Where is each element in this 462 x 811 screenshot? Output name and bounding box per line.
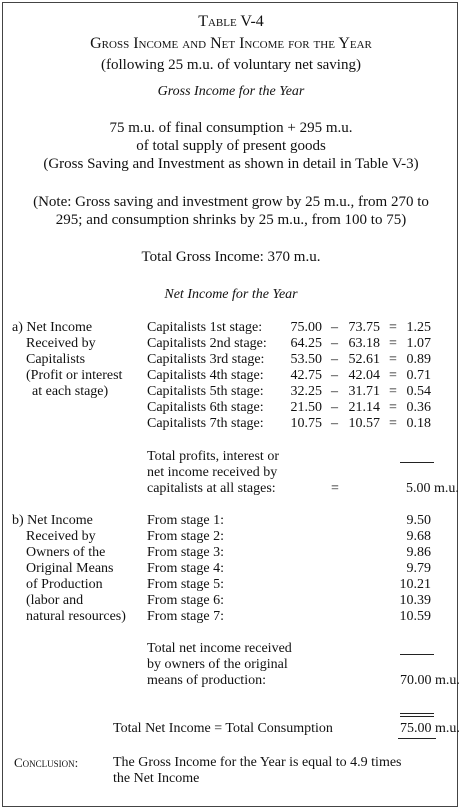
section-b-label-1: b) Net Income <box>12 513 93 528</box>
double-rule-top <box>400 713 434 714</box>
section-a-label-2: Received by <box>26 336 96 351</box>
section-a-label-5: at each stage) <box>32 384 109 399</box>
double-rule-bottom <box>400 716 434 717</box>
equals-sign: = <box>389 336 397 351</box>
stage-net-income: 1.25 <box>406 320 431 335</box>
equals-sign: = <box>389 352 397 367</box>
section-b-label-5: of Production <box>26 577 103 592</box>
total-net-value: 75.00 m.u. <box>400 721 460 736</box>
section-b-label-7: natural resources) <box>26 609 126 624</box>
stage-revenue: 21.50 <box>290 400 322 415</box>
stage-income-value: 9.86 <box>406 545 431 560</box>
conclusion-line-1: The Gross Income for the Year is equal to 4.9 times <box>113 755 402 770</box>
section-a-label-1: a) Net Income <box>12 320 93 335</box>
stage-revenue: 10.75 <box>290 416 322 431</box>
stage-label: From stage 6: <box>147 593 224 608</box>
stage-net-income: 1.07 <box>406 336 431 351</box>
gross-line-1: 75 m.u. of final consumption + 295 m.u. <box>109 120 353 136</box>
net-income-heading: Net Income for the Year <box>164 287 298 302</box>
total-a-rule <box>400 462 434 463</box>
stage-cost: 73.75 <box>348 320 380 335</box>
minus-sign: – <box>331 336 338 351</box>
section-b-label-2: Received by <box>26 529 96 544</box>
total-a-line-2: net income received by <box>147 465 278 480</box>
total-a-line-3: capitalists at all stages: <box>147 481 276 496</box>
total-b-value: 70.00 m.u. <box>400 673 460 688</box>
stage-revenue: 32.25 <box>290 384 322 399</box>
capitalist-stage-label: Capitalists 6th stage: <box>147 400 264 415</box>
stage-income-value: 10.39 <box>399 593 431 608</box>
stage-net-income: 0.54 <box>406 384 431 399</box>
stage-cost: 21.14 <box>348 400 380 415</box>
section-b-label-6: (labor and <box>26 593 84 608</box>
stage-net-income: 0.18 <box>406 416 431 431</box>
section-b-label-3: Owners of the <box>26 545 106 560</box>
stage-revenue: 53.50 <box>290 352 322 367</box>
section-a-label-4: (Profit or interest <box>26 368 123 383</box>
total-a-line-1: Total profits, interest or <box>147 449 279 464</box>
table-subtitle: (following 25 m.u. of voluntary net saving) <box>101 57 361 73</box>
stage-income-value: 10.59 <box>399 609 431 624</box>
capitalist-stage-label: Capitalists 7th stage: <box>147 416 264 431</box>
stage-income-value: 9.79 <box>406 561 431 576</box>
stage-label: From stage 2: <box>147 529 224 544</box>
total-b-line-1: Total net income received <box>147 641 292 656</box>
section-b-label-4: Original Means <box>26 561 114 576</box>
capitalist-stage-label: Capitalists 1st stage: <box>147 320 263 335</box>
capitalist-stage-label: Capitalists 3rd stage: <box>147 352 265 367</box>
stage-net-income: 0.36 <box>406 400 431 415</box>
capitalist-stage-label: Capitalists 4th stage: <box>147 368 264 383</box>
stage-income-value: 10.21 <box>399 577 431 592</box>
conclusion-label: Conclusion: <box>14 755 79 770</box>
minus-sign: – <box>331 416 338 431</box>
stage-revenue: 75.00 <box>290 320 322 335</box>
total-net-income: Total Net Income = Total Consumption <box>113 721 333 736</box>
minus-sign: – <box>331 368 338 383</box>
stage-label: From stage 3: <box>147 545 224 560</box>
gross-income-heading: Gross Income for the Year <box>157 84 305 99</box>
section-a-label-3: Capitalists <box>26 352 86 367</box>
stage-income-value: 9.68 <box>406 529 431 544</box>
stage-label: From stage 7: <box>147 609 224 624</box>
total-b-line-2: by owners of the original <box>147 657 288 672</box>
total-b-rule <box>400 654 434 655</box>
note-line-1: (Note: Gross saving and investment grow by 25 m.u., from 270 to <box>33 194 429 210</box>
stage-revenue: 64.25 <box>290 336 322 351</box>
note-line-2: 295; and consumption shrinks by 25 m.u., from 100 to 75) <box>55 212 407 228</box>
stage-income-value: 9.50 <box>406 513 431 528</box>
minus-sign: – <box>331 384 338 399</box>
stage-label: From stage 4: <box>147 561 224 576</box>
conclusion-line-2: the Net Income <box>113 771 200 786</box>
stage-cost: 42.04 <box>348 368 380 383</box>
total-a-equals: = <box>331 481 339 496</box>
equals-sign: = <box>389 320 397 335</box>
gross-line-2: of total supply of present goods <box>136 138 326 154</box>
stage-net-income: 0.89 <box>406 352 431 367</box>
stage-cost: 31.71 <box>348 384 380 399</box>
equals-sign: = <box>389 384 397 399</box>
table-number: Table V-4 <box>198 13 264 30</box>
minus-sign: – <box>331 352 338 367</box>
stage-label: From stage 1: <box>147 513 224 528</box>
stage-cost: 63.18 <box>348 336 380 351</box>
stage-cost: 10.57 <box>348 416 380 431</box>
equals-sign: = <box>389 368 397 383</box>
total-a-value: 5.00 m.u. <box>406 481 459 496</box>
stage-cost: 52.61 <box>348 352 380 367</box>
table-title: Gross Income and Net Income for the Year <box>90 35 372 52</box>
stage-label: From stage 5: <box>147 577 224 592</box>
minus-sign: – <box>331 400 338 415</box>
total-gross-income: Total Gross Income: 370 m.u. <box>141 249 321 265</box>
total-net-underline <box>398 738 436 739</box>
minus-sign: – <box>331 320 338 335</box>
stage-net-income: 0.71 <box>406 368 431 383</box>
capitalist-stage-label: Capitalists 5th stage: <box>147 384 264 399</box>
equals-sign: = <box>389 400 397 415</box>
gross-line-3: (Gross Saving and Investment as shown in detail in Table V-3) <box>43 156 419 172</box>
total-b-line-3: means of production: <box>147 673 266 688</box>
equals-sign: = <box>389 416 397 431</box>
stage-revenue: 42.75 <box>290 368 322 383</box>
capitalist-stage-label: Capitalists 2nd stage: <box>147 336 267 351</box>
